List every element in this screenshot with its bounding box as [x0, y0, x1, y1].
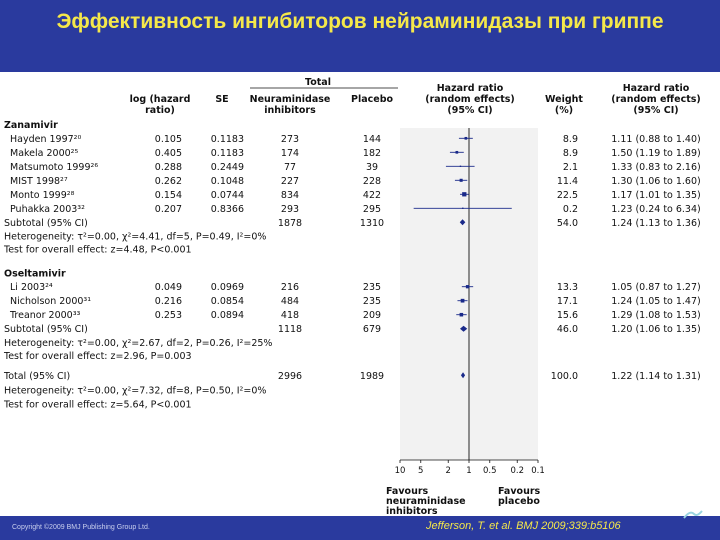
- header-plot: (95% CI): [447, 105, 493, 116]
- heterogeneity-text: Heterogeneity: τ²=0.00, χ²=4.41, df=5, P=0.49, I²=0%: [4, 231, 267, 243]
- se-value: 0.0969: [210, 282, 244, 294]
- log-hr-value: 0.216: [154, 296, 182, 308]
- nai-count: 834: [280, 189, 300, 201]
- hr-text: 1.24 (1.05 to 1.47): [611, 296, 701, 308]
- log-hr-value: 0.262: [154, 175, 182, 187]
- total-nai: 2996: [277, 370, 303, 382]
- total-placebo: 1989: [359, 370, 385, 382]
- overall-effect-text: Test for overall effect: z=2.96, P=0.003: [4, 350, 192, 362]
- placebo-count: 209: [362, 310, 382, 322]
- header-weight: Weight: [545, 94, 583, 105]
- hr-text: 1.05 (0.87 to 1.27): [611, 282, 701, 294]
- log-hr-value: 0.253: [154, 310, 182, 322]
- placebo-count: 422: [362, 189, 382, 201]
- x-tick-label: 0.1: [531, 466, 545, 476]
- header-hr: (random effects): [611, 94, 701, 105]
- favours-right-label: placebo: [498, 496, 540, 507]
- study-label: Li 2003²⁴: [10, 282, 53, 294]
- weight-value: 0.2: [562, 203, 578, 215]
- weight-value: 8.9: [562, 147, 578, 159]
- header-weight: (%): [554, 105, 574, 116]
- total-hr-text: 1.22 (1.14 to 1.31): [611, 370, 701, 382]
- nai-count: 174: [280, 147, 300, 159]
- log-hr-value: 0.288: [154, 161, 182, 173]
- placebo-count: 295: [362, 203, 382, 215]
- subtotal-weight: 54.0: [556, 217, 578, 229]
- study-label: Hayden 1997²⁰: [10, 133, 82, 145]
- corner-logo-icon: [682, 508, 704, 522]
- subtotal-weight: 46.0: [556, 324, 578, 336]
- subtotal-nai: 1118: [277, 324, 303, 336]
- subtotal-placebo: 679: [362, 324, 382, 336]
- favours-right-label: Favours: [498, 486, 541, 497]
- log-hr-value: 0.154: [154, 189, 182, 201]
- header-plot: (random effects): [425, 94, 515, 105]
- hr-text: 1.30 (1.06 to 1.60): [611, 175, 701, 187]
- subtotal-label: Subtotal (95% CI): [4, 217, 88, 229]
- point-estimate: [460, 166, 461, 167]
- study-label: Matsumoto 1999²⁶: [10, 161, 99, 173]
- hr-text: 1.33 (0.83 to 2.16): [611, 161, 701, 173]
- subtotal-label: Subtotal (95% CI): [4, 324, 88, 336]
- nai-count: 227: [280, 175, 300, 187]
- header-log-hr: ratio): [145, 105, 175, 116]
- point-estimate: [461, 299, 465, 303]
- study-label: Monto 1999²⁸: [10, 189, 75, 201]
- overall-effect-text: Test for overall effect: z=4.48, P<0.001: [4, 244, 192, 256]
- hr-text: 1.29 (1.08 to 1.53): [611, 310, 701, 322]
- study-label: MIST 1998²⁷: [10, 175, 68, 187]
- se-value: 0.0854: [210, 296, 244, 308]
- header-total: Total: [305, 77, 331, 88]
- point-estimate: [460, 313, 464, 317]
- copyright-text: Copyright ©2009 BMJ Publishing Group Ltd.: [12, 524, 150, 531]
- weight-value: 13.3: [556, 282, 578, 294]
- header-hr: (95% CI): [633, 105, 679, 116]
- se-value: 0.1183: [210, 133, 244, 145]
- x-tick-label: 10: [394, 466, 406, 476]
- weight-value: 8.9: [562, 133, 578, 145]
- placebo-count: 235: [362, 296, 382, 308]
- placebo-count: 182: [362, 147, 382, 159]
- placebo-count: 235: [362, 282, 382, 294]
- header-nai: inhibitors: [264, 105, 316, 116]
- favours-left-label: Favours: [386, 486, 429, 497]
- weight-value: 11.4: [556, 175, 578, 187]
- log-hr-value: 0.405: [154, 147, 182, 159]
- hr-text: 1.50 (1.19 to 1.89): [611, 147, 701, 159]
- footer-bar: [0, 516, 720, 540]
- subtotal-nai: 1878: [277, 217, 303, 229]
- x-tick-label: 0.5: [483, 466, 497, 476]
- x-tick-label: 5: [418, 466, 424, 476]
- point-estimate: [462, 208, 463, 209]
- point-estimate: [465, 137, 468, 140]
- header-plot: Hazard ratio: [436, 83, 504, 94]
- se-value: 0.8366: [210, 203, 244, 215]
- slide-title: Эффективность ингибиторов нейраминидазы при гриппе: [0, 0, 720, 72]
- se-value: 0.1048: [210, 175, 244, 187]
- point-estimate: [456, 151, 459, 154]
- header-nai: Neuraminidase: [249, 94, 331, 105]
- total-label: Total (95% CI): [4, 370, 71, 382]
- point-estimate: [466, 285, 469, 288]
- se-value: 0.2449: [210, 161, 244, 173]
- point-estimate: [460, 179, 463, 182]
- study-label: Treanor 2000³³: [10, 310, 81, 322]
- study-label: Puhakka 2003³²: [10, 203, 85, 215]
- forest-plot: [0, 72, 720, 516]
- header-placebo: Placebo: [350, 94, 394, 105]
- se-value: 0.0894: [210, 310, 244, 322]
- se-value: 0.1183: [210, 147, 244, 159]
- hr-text: 1.23 (0.24 to 6.34): [611, 203, 701, 215]
- header-hr: Hazard ratio: [622, 83, 690, 94]
- log-hr-value: 0.049: [154, 282, 182, 294]
- header-se: SE: [215, 94, 229, 105]
- nai-count: 216: [280, 282, 300, 294]
- placebo-count: 39: [365, 161, 379, 173]
- subtotal-hr-text: 1.20 (1.06 to 1.35): [611, 324, 701, 336]
- heterogeneity-text: Heterogeneity: τ²=0.00, χ²=2.67, df=2, P=0.26, I²=25%: [4, 338, 273, 349]
- nai-count: 484: [280, 296, 300, 308]
- subtotal-hr-text: 1.24 (1.13 to 1.36): [611, 217, 701, 229]
- x-tick-label: 0.2: [510, 466, 524, 476]
- nai-count: 77: [283, 161, 297, 173]
- placebo-count: 144: [362, 133, 382, 145]
- nai-count: 418: [280, 310, 300, 322]
- weight-value: 2.1: [562, 161, 578, 173]
- nai-count: 273: [280, 133, 300, 145]
- placebo-count: 228: [362, 175, 382, 187]
- favours-left-label: neuraminidase: [386, 496, 466, 507]
- study-label: Nicholson 2000³¹: [10, 296, 92, 308]
- favours-left-label: inhibitors: [386, 506, 438, 516]
- point-estimate: [462, 192, 466, 196]
- group-heading: Zanamivir: [4, 120, 58, 131]
- subtotal-placebo: 1310: [359, 217, 385, 229]
- log-hr-value: 0.207: [154, 203, 182, 215]
- total-heterogeneity-text: Heterogeneity: τ²=0.00, χ²=7.32, df=8, P=0.50, I²=0%: [4, 385, 267, 397]
- weight-value: 17.1: [556, 296, 578, 308]
- total-overall-effect-text: Test for overall effect: z=5.64, P<0.001: [4, 399, 192, 411]
- x-tick-label: 2: [445, 466, 451, 476]
- log-hr-value: 0.105: [154, 133, 182, 145]
- hr-text: 1.11 (0.88 to 1.40): [611, 133, 701, 145]
- weight-value: 22.5: [556, 189, 578, 201]
- nai-count: 293: [280, 203, 300, 215]
- x-tick-label: 1: [466, 466, 472, 476]
- citation-text: Jefferson, T. et al. BMJ 2009;339:b5106: [426, 520, 621, 532]
- total-weight: 100.0: [550, 370, 578, 382]
- header-log-hr: log (hazard: [129, 94, 191, 105]
- se-value: 0.0744: [210, 189, 244, 201]
- hr-text: 1.17 (1.01 to 1.35): [611, 189, 701, 201]
- weight-value: 15.6: [556, 310, 578, 322]
- study-label: Makela 2000²⁵: [10, 147, 79, 159]
- group-heading: Oseltamivir: [4, 268, 66, 280]
